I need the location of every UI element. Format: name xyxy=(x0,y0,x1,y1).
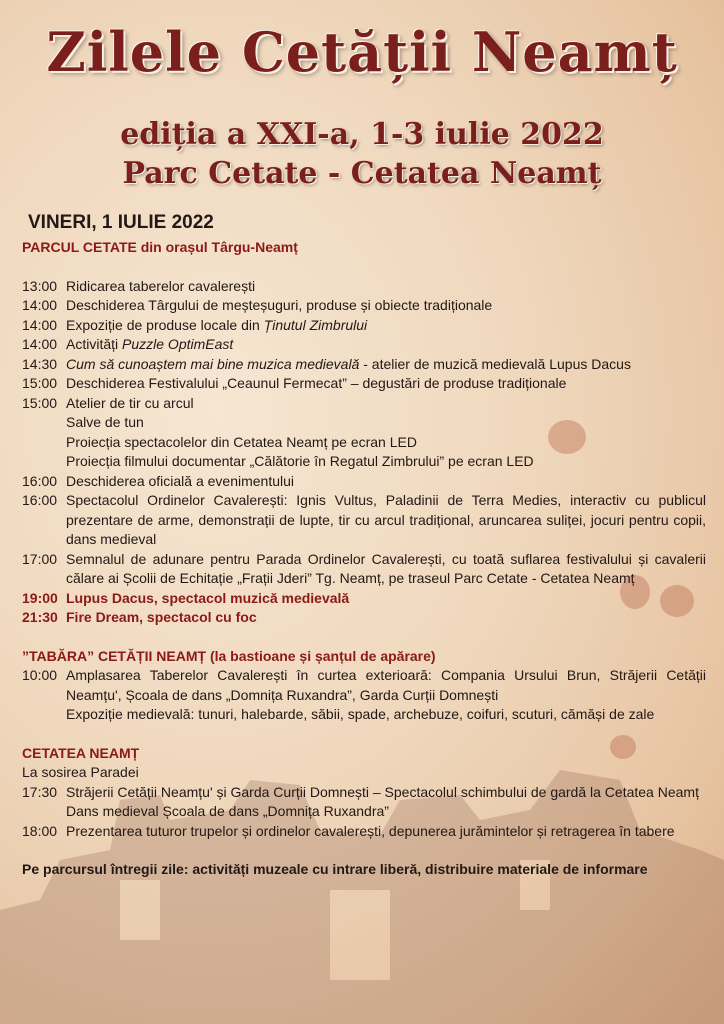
item-text: Activități Puzzle OptimEast xyxy=(66,336,234,352)
schedule-item xyxy=(22,335,706,355)
schedule-item xyxy=(22,374,706,394)
schedule-item xyxy=(22,355,706,375)
schedule-sub-item: Proiecția spectacolelor din Cetatea Neamț pe ecran LED xyxy=(66,433,417,450)
item-time: 14:00 xyxy=(22,336,58,352)
schedule-item xyxy=(22,822,706,842)
item-time: 17:00 xyxy=(22,550,58,567)
section-intro: La sosirea Paradei xyxy=(22,764,139,780)
item-time: 16:00 xyxy=(22,472,58,489)
schedule-sub-item: Salve de tun xyxy=(66,414,144,430)
schedule-item xyxy=(22,296,706,316)
item-text: Ridicarea taberelor cavalerești xyxy=(66,277,256,294)
schedule-sub-item: Expoziție medievală: tunuri, halebarde, săbii, spade, archebuze, coifuri, scuturi, cămăși de zale xyxy=(66,706,655,722)
item-text: Deschiderea Festivalului „Ceaunul Fermecat” – degustări de produse tradiționale xyxy=(66,375,567,391)
schedule-item xyxy=(22,472,706,492)
schedule-sub-item: Proiecția filmului documentar „Călătorie în Regatul Zimbrului” pe ecran LED xyxy=(66,453,534,469)
edition-subtitle: ediția a XXI-a, 1-3 iulie 2022 xyxy=(120,117,604,152)
item-time: 14:00 xyxy=(22,297,58,313)
footer-note: Pe parcursul întregii zile: activități muzeale cu intrare liberă, distribuire materiale de informare xyxy=(22,861,648,877)
item-time: 17:30 xyxy=(22,783,58,800)
section-title-parc-cetate: PARCUL CETATE din orașul Târgu-Neamț xyxy=(22,239,298,255)
item-text: Fire Dream, spectacol cu foc xyxy=(66,609,257,625)
schedule-item xyxy=(22,277,706,297)
page-title: Zilele Cetății Neamț xyxy=(46,20,678,84)
section-title-cetatea-neamt: CETATEA NEAMȚ xyxy=(22,744,140,761)
schedule-item xyxy=(22,394,706,414)
schedule-item xyxy=(22,783,706,803)
item-time: 14:30 xyxy=(22,355,58,372)
item-time: 16:00 xyxy=(22,492,58,508)
item-time: 18:00 xyxy=(22,822,58,839)
day-heading: VINERI, 1 IULIE 2022 xyxy=(28,212,214,233)
item-time: 21:30 xyxy=(22,609,58,625)
item-time: 15:00 xyxy=(22,375,58,391)
item-text: Amplasarea Taberelor Cavalerești în curtea exterioară: Compania Ursului Brun, Străjerii Cetății Neamțu', Școala de dans „Domnița Ruxandra”, Garda Curții Domnești xyxy=(66,667,706,703)
schedule-item-highlight xyxy=(22,589,706,609)
item-time: 15:00 xyxy=(22,394,58,411)
item-text: Cum să cunoaștem mai bine muzica medievală - atelier de muzică medievală Lupus Dacus xyxy=(66,355,631,372)
item-text: Prezentarea tuturor trupelor și ordinelor cavalerești, depunerea jurămintelor și retragerea în tabere xyxy=(66,822,675,839)
schedule-sub-item: Dans medieval Școala de dans „Domnița Ruxandra” xyxy=(66,803,389,819)
schedule-item xyxy=(22,316,706,336)
item-text: Spectacolul Ordinelor Cavalerești: Ignis Vultus, Paladinii de Terra Medies, interactiv cu publicul prezentare de arme, demonstrații de lupte, tir cu arcul tradițional, aruncarea suliței, jocuri pentru copii, dans medieval xyxy=(66,492,706,547)
item-text: Expoziție de produse locale din Ținutul Zimbrului xyxy=(66,316,368,333)
item-text: Deschiderea oficială a evenimentului xyxy=(66,472,295,489)
schedule-item xyxy=(22,666,706,705)
item-text: Lupus Dacus, spectacol muzică medievală xyxy=(66,589,350,606)
schedule-item-highlight xyxy=(22,608,706,628)
section-title-tabara: ”TABĂRA” CETĂȚII NEAMȚ (la bastioane și șanțul de apărare) xyxy=(22,647,436,664)
location-subtitle: Parc Cetate - Cetatea Neamț xyxy=(122,156,602,191)
item-time: 14:00 xyxy=(22,316,58,333)
item-text: Atelier de tir cu arcul xyxy=(66,394,194,411)
item-time: 19:00 xyxy=(22,589,58,606)
item-time: 10:00 xyxy=(22,667,58,683)
program-schedule xyxy=(22,212,706,880)
item-text: Semnalul de adunare pentru Parada Ordinelor Cavalerești, cu toată suflarea festivalului și cavalerii călare ai Școlii de Echitație „Frații Jderi” Tg. Neamț, pe traseul Parc Cetate - Cetatea Neamț xyxy=(66,550,706,586)
item-text: Deschiderea Târgului de meșteșuguri, produse și obiecte tradiționale xyxy=(66,297,493,313)
schedule-item xyxy=(22,550,706,589)
schedule-item xyxy=(22,491,706,550)
item-text: Străjerii Cetății Neamțu' și Garda Curții Domnești – Spectacolul schimbului de gardă la Cetatea Neamț xyxy=(66,783,699,800)
item-time: 13:00 xyxy=(22,277,58,294)
